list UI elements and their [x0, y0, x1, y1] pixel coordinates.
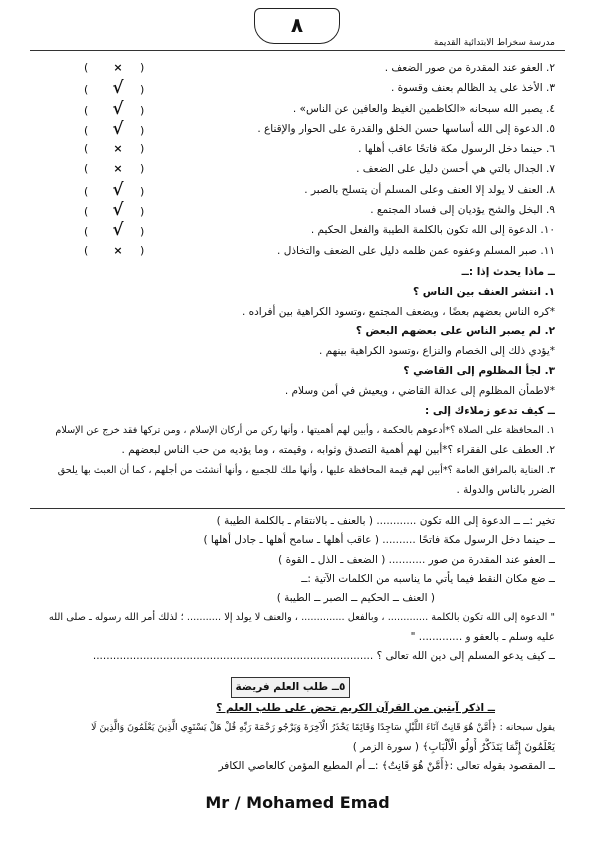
answer-mark: √: [112, 78, 124, 99]
answer-line: ١. المحافظة على الصلاة ؟*أدعوهم بالحكمة ، وأبين لهم أهميتها ، وأنها ركن من أركان الإسلام ، ومن تركها فقد خرج عن الإسلام: [55, 425, 555, 437]
answer-bracket: ( √ ): [84, 78, 145, 99]
answer-line: *يؤدي ذلك إلى الخصام والنزاع ،وتسود الكراهية بينهم .: [318, 345, 555, 358]
statement-text: ٧. الجدال بالتي هي أحسن دليل على الضعف .: [356, 163, 555, 176]
choice-line: ــ حينما دخل الرسول مكة فاتحًا .......... ( عاقب أهلها ـ سامح أهلها ـ جادل أهلها ): [203, 534, 555, 547]
statement-text: ٦. حينما دخل الرسول مكة فاتحًا عاقب أهلها .: [358, 143, 555, 156]
statement-text: ٥. الدعوة إلى الله أساسها حسن الخلق والقدرة على الحوار والإقناع .: [257, 122, 555, 135]
header-divider: [30, 50, 565, 51]
choose-section: [30, 512, 555, 666]
answer-bracket: ( √ ): [84, 179, 145, 200]
true-false-row: [40, 58, 555, 78]
answer-bracket: ( × ): [84, 139, 159, 159]
statement-text: ٨. العنف لا يولد إلا العنف وعلى المسلم أن يتسلح بالصبر .: [304, 183, 555, 196]
true-false-row: [40, 78, 555, 98]
fill-instruction: ــ ضع مكان النقط فيما يأتي ما يناسبه من الكلمات الآتية :ــ: [301, 572, 555, 585]
statement-text: ١١. صبر المسلم وعفوه عمن ظلمه دليل على الضعف والتخاذل .: [277, 244, 555, 257]
true-false-row: [40, 220, 555, 240]
section-divider: [30, 508, 565, 509]
question-line: ــ كيف يدعو المسلم إلى دين الله تعالى ؟ ....................................................................................: [92, 650, 555, 663]
true-false-row: [40, 119, 555, 139]
answer-bracket: ( √ ): [84, 200, 145, 221]
answer-line: ٣. العناية بالمرافق العامة ؟*أبين لهم قيمة المحافظة عليها ، وأنها ملك للجميع ، وأنها أنشئت من أجلهم ، كما أن العبث بها يلحق: [57, 464, 555, 476]
section-heading: ــ ماذا يحدث إذا :ــ: [461, 266, 555, 278]
statement-text: ٤. يصبر الله سبحانه «الكاظمين الغيظ والعافين عن الناس» .: [292, 102, 555, 115]
statement-text: ٢. العفو عند المقدرة من صور الضعف .: [384, 62, 555, 74]
school-name: مدرسة سخراط الابتدائية القديمة: [433, 38, 555, 48]
true-false-row: [40, 99, 555, 119]
question-line: ١. انتشر العنف بين الناس ؟: [412, 285, 555, 298]
answer-mark: √: [112, 179, 124, 200]
answer-bracket: ( × ): [84, 241, 159, 261]
answer-mark: √: [112, 118, 124, 139]
lesson-title: ٥ــ طلب العلم فريضة: [231, 677, 350, 698]
true-false-row: [40, 241, 555, 261]
answer-mark: ×: [113, 162, 123, 176]
answer-mark: ×: [113, 243, 123, 257]
answer-bracket: ( √ ): [84, 118, 145, 139]
word-bank: ( العنف ــ الحكيم ــ الصبر ــ الطيبة ): [276, 592, 435, 605]
question-line: ــ اذكر آيتين من القرآن الكريم تحض على طلب العلم ؟: [216, 702, 495, 714]
answer-line: *كره الناس بعضهم بعضًا ، ويضعف المجتمع ،وتسود الكراهية بين أفراده .: [241, 305, 555, 318]
answer-line: ٢. العطف على الفقراء ؟*أبين لهم أهمية التصدق وثوابه ، وقيمته ، وما يؤديه من حب الناس لبعضهم .: [121, 444, 555, 457]
what-happens-section: [30, 263, 555, 501]
answer-mark: √: [112, 98, 124, 119]
answer-line: الضرر بالناس والدولة .: [456, 483, 555, 496]
page-number-badge: ٨: [254, 8, 340, 44]
statement-text: ١٠. الدعوة إلى الله تكون بالكلمة الطيبة والفعل الحكيم .: [310, 224, 555, 237]
answer-mark: √: [112, 200, 124, 221]
section-heading: ــ كيف تدعو زملاءك إلى :: [425, 404, 555, 417]
answer-line: ــ المقصود بقوله تعالى :﴿أَمَّنْ هُوَ قَانِتٌ﴾ :ــ أم المطيع المؤمن كالعاصي الكافر: [218, 759, 555, 772]
statement-text: ٩. البخل والشح يؤديان إلى فساد المجتمع .: [370, 204, 555, 217]
choice-line: ــ العفو عند المقدرة من صور ........... ( الضعف ـ الذل ـ القوة ): [278, 553, 555, 566]
true-false-row: [40, 200, 555, 220]
lesson-section: [30, 699, 555, 776]
fill-line: " الدعوة إلى الله تكون بالكلمة ............. ، وبالفعل .............. ، والعنف لا يولد إلا ........... ؛ لذلك أمر الله رسوله ـ صلى الله: [48, 612, 555, 624]
answer-bracket: ( √ ): [84, 220, 145, 241]
true-false-row: [40, 139, 555, 159]
answer-mark: ×: [113, 142, 123, 156]
answer-bracket: ( × ): [84, 159, 159, 179]
statement-text: ٣. الأخذ على يد الظالم بعنف وقسوة .: [390, 82, 555, 95]
verse-line: يَعْلَمُونَ إِنَّمَا يَتَذَكَّرُ أُولُو الْأَلْبَابِ﴾ ( سورة الزمر ): [352, 740, 555, 753]
true-false-list: [40, 58, 555, 261]
question-line: ٣. لجأ المظلوم إلى القاضي ؟: [403, 364, 555, 377]
fill-line: عليه وسلم ـ بالعفو و ............. ": [410, 630, 555, 643]
answer-mark: √: [112, 220, 124, 241]
teacher-signature: Mr / Mohamed Emad: [205, 793, 390, 812]
true-false-row: [40, 159, 555, 179]
choice-line: تخير :ــ ــ الدعوة إلى الله تكون ............ ( بالعنف ـ بالانتقام ـ بالكلمة الطيبة ): [216, 515, 555, 527]
verse-line: يقول سبحانه : ﴿أَمَّنْ هُوَ قَانِتٌ آنَاءَ اللَّيْلِ سَاجِدًا وَقَائِمًا يَحْذَرُ الْآخِرَةَ وَيَرْجُو رَحْمَةَ رَبِّهِ قُلْ هَلْ يَسْتَوِي الَّذِينَ يَعْلَمُونَ وَالَّذِينَ لَا: [91, 722, 555, 734]
answer-bracket: ( × ): [84, 58, 159, 78]
answer-mark: ×: [113, 61, 123, 74]
true-false-row: [40, 180, 555, 200]
answer-line: *لاطمأن المظلوم إلى عدالة القاضي ، ويعيش في أمن وسلام .: [284, 384, 555, 397]
question-line: ٢. لم يصبر الناس على بعضهم البعض ؟: [355, 325, 555, 338]
answer-bracket: ( √ ): [84, 98, 145, 119]
